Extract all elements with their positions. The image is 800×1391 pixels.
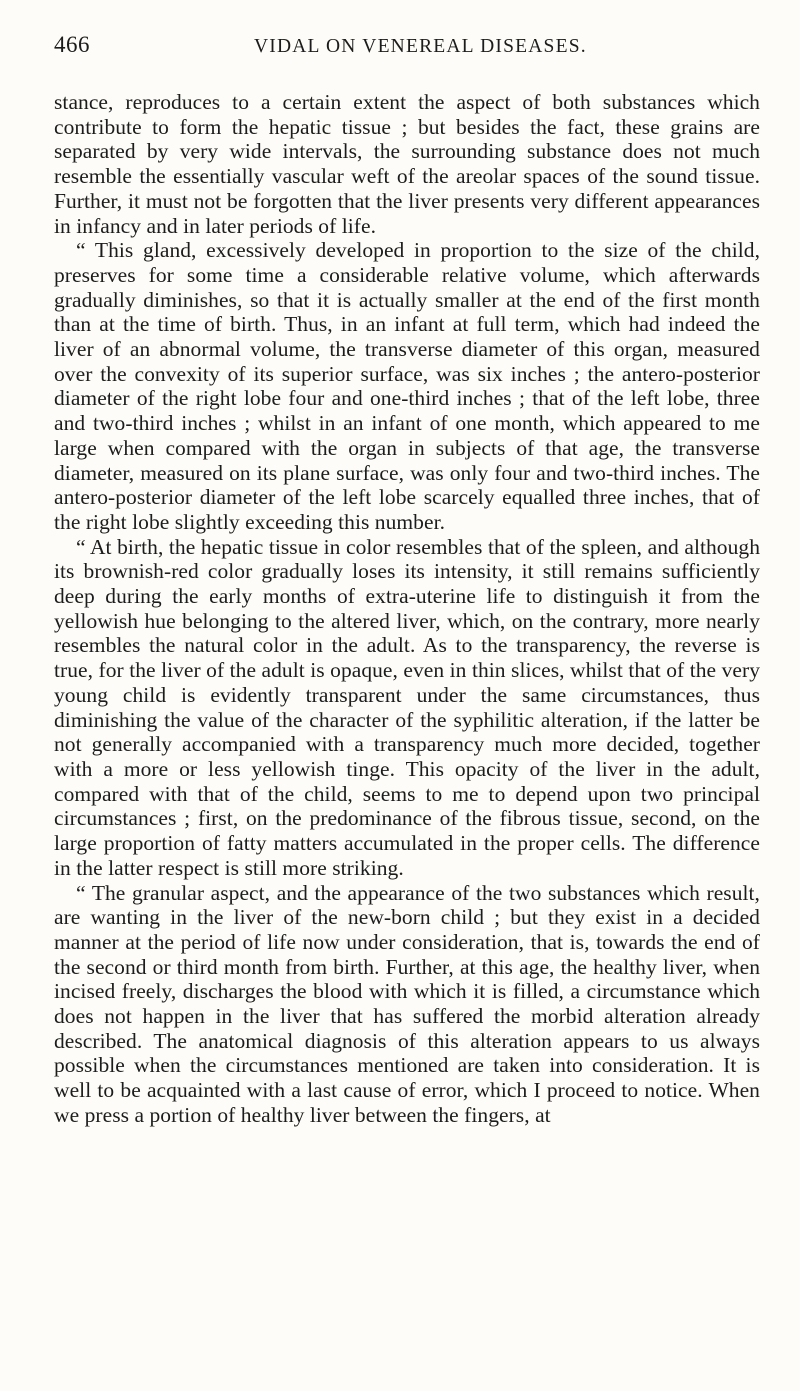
page-number: 466 [54,32,90,57]
paragraph-color-transparency: “ At birth, the hepatic tissue in color resembles that of the spleen, and although its brownish-red color gradually loses its intensity, it still remains sufficiently deep during the early months of extra-uterine life to distinguish it from the yellowish hue belonging to the altered liver, which, on the contrary, more nearly resembles the natural color in the adult. As to the transparency, the reverse is true, for the liver of the adult is opaque, even in thin slices, whilst that of the very young child is evidently transparent under the same circumstances, thus diminishing the value of the character of the syphilitic alteration, if the latter be not generally accompanied with a transparency much more decided, together with a more or less yellowish tinge. This opacity of the liver in the adult, compared with that of the child, seems to me to depend upon two principal circumstances ; first, on the predominance of the fibrous tissue, second, on the large proportion of fatty matters accumulated in the proper cells. The difference in the latter respect is still more striking. [54,534,760,880]
paragraph-continuation: stance, reproduces to a certain extent the aspect of both substances which contribute to form the hepatic tissue ; but besides the fact, these grains are separated by very wide intervals, the surrounding substance does not much resemble the essentially vascular weft of the areolar spaces of the sound tissue. Further, it must not be forgotten that the liver presents very different appearances in infancy and in later periods of life. [54,90,760,238]
running-title: VIDAL ON VENEREAL DISEASES. [254,36,587,57]
book-page [54,32,760,1128]
paragraph-liver-volume: “ This gland, excessively developed in proportion to the size of the child, preserves for some time a considerable relative volume, which afterwards gradually diminishes, so that it is actually smaller at the end of the first month than at the time of birth. Thus, in an infant at full term, which had indeed the liver of an abnormal volume, the transverse diameter of this organ, measured over the convexity of its superior surface, was six inches ; the antero-posterior diameter of the right lobe four and one-third inches ; that of the left lobe, three and two-third inches ; whilst in an infant of one month, which appeared to me large when compared with the organ in subjects of that age, the transverse diameter, measured on its plane surface, was only four and two-third inches. The antero-posterior diameter of the left lobe scarcely equalled three inches, that of the right lobe slightly exceeding this number. [54,238,760,534]
paragraph-granular-aspect: “ The granular aspect, and the appearance of the two substances which result, are wanting in the liver of the new-born child ; but they exist in a decided manner at the period of life now under consideration, that is, towards the end of the second or third month from birth. Further, at this age, the healthy liver, when incised freely, discharges the blood with which it is filled, a circumstance which does not happen in the liver that has suffered the morbid alteration already described. The anatomical diagnosis of this alteration appears to us always possible when the circumstances mentioned are taken into consideration. It is well to be acquainted with a last cause of error, which I proceed to notice. When we press a portion of healthy liver between the fingers, at [54,880,760,1127]
body-text [54,90,760,1128]
running-head [54,32,760,76]
